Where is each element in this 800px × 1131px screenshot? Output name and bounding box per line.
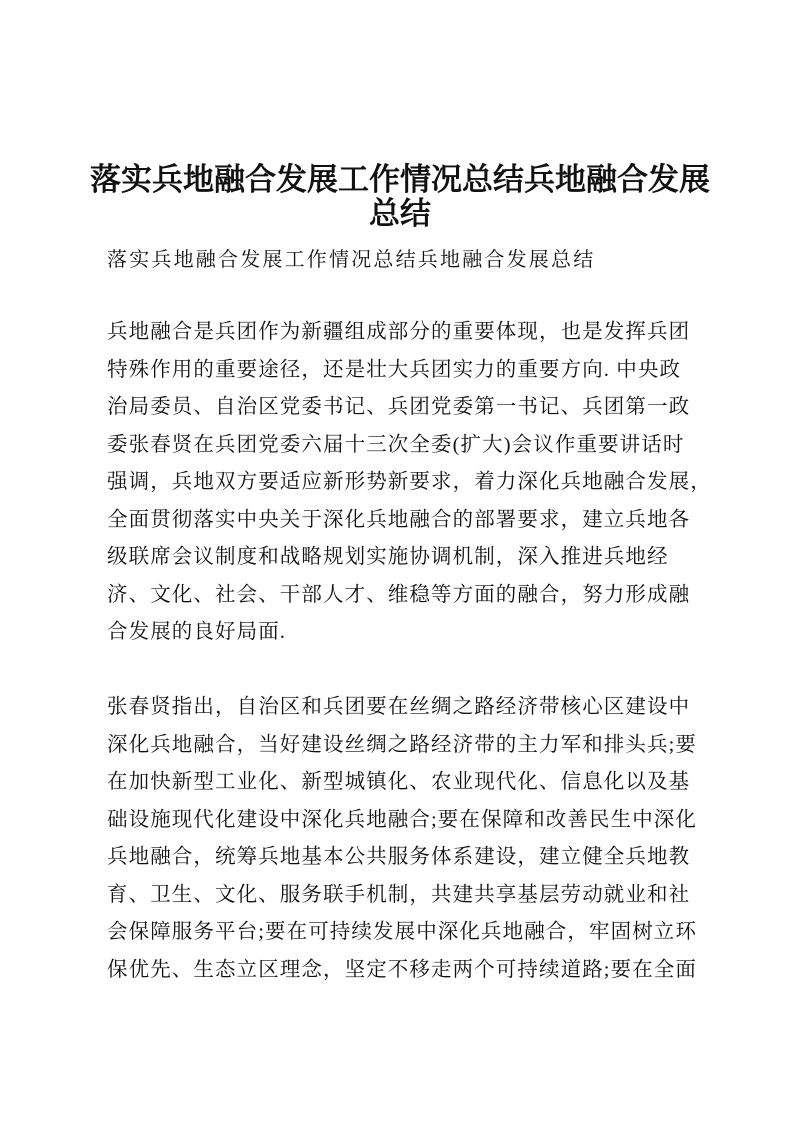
text-line: 保优先、生态立区理念，坚定不移走两个可持续道路;要在全面: [107, 958, 697, 981]
text-line: 兵地融合是兵团作为新疆组成部分的重要体现，也是发挥兵团: [107, 321, 691, 343]
text-line: 育、卫生、文化、服务联手机制，共建共享基层劳动就业和社: [107, 883, 691, 906]
document-title-line-2: 总结: [369, 196, 431, 231]
document-title-line-1: 落实兵地融合发展工作情况总结兵地融合发展: [90, 162, 710, 197]
paragraph-1: [107, 314, 727, 652]
text-line: 础设施现代化建设中深化兵地融合;要在保障和改善民生中深化: [107, 808, 697, 831]
text-line: 特殊作用的重要途径，还是壮大兵团实力的重要方向. 中央政: [107, 358, 682, 381]
text-line: 级联席会议制度和战略规划实施协调机制，深入推进兵地经: [107, 546, 669, 568]
text-line: 合发展的良好局面.: [107, 621, 287, 643]
text-line: 强调，兵地双方要适应新形势新要求，着力深化兵地融合发展，: [107, 471, 712, 493]
text-line: 委张春贤在兵团党委六届十三次全委(扩大)会议作重要讲话时: [107, 433, 685, 456]
text-line: 在加快新型工业化、新型城镇化、农业现代化、信息化以及基: [107, 771, 691, 793]
document-subtitle: 落实兵地融合发展工作情况总结兵地融合发展总结: [107, 249, 596, 271]
paragraph-2: [107, 689, 727, 989]
text-line: 兵地融合，统筹兵地基本公共服务体系建设，建立健全兵地教: [107, 846, 691, 868]
text-line: 治局委员、自治区党委书记、兵团党委第一书记、兵团第一政: [107, 396, 691, 418]
text-line: 深化兵地融合，当好建设丝绸之路经济带的主力军和排头兵;要: [107, 733, 697, 756]
text-line: 济、文化、社会、干部人才、维稳等方面的融合，努力形成融: [107, 583, 691, 606]
text-line: 张春贤指出，自治区和兵团要在丝绸之路经济带核心区建设中: [107, 696, 691, 718]
text-line: 会保障服务平台;要在可持续发展中深化兵地融合，牢固树立环: [107, 921, 697, 943]
text-line: 全面贯彻落实中央关于深化兵地融合的部署要求，建立兵地各: [107, 508, 691, 531]
